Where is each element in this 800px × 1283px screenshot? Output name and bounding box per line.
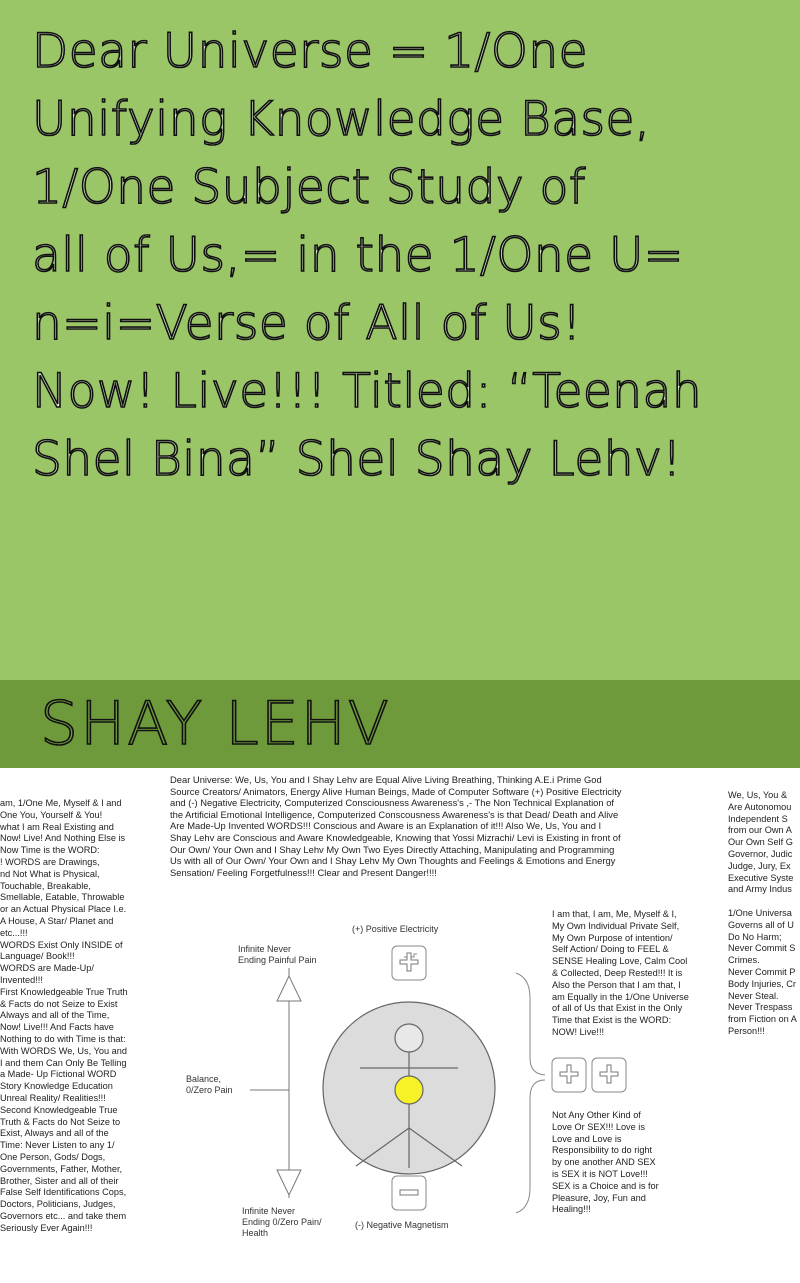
text-line: Shay Lehv are Conscious and Aware Knowledgeable, Knowing that Yossi Mizrachi/ Levi is Existing in front of [170, 831, 621, 843]
text-line: is SEX it is NOT Love!!! [552, 1168, 648, 1179]
text-line: Unreal Reality/ Realities!!! [0, 1092, 106, 1103]
text-line: and (-) Negative Electricity, Computerized Consciousness Awareness's ,- The Non Technical Explanation of [170, 797, 615, 809]
text-line: Time that Exist is the WORD: [552, 1015, 672, 1026]
text-line: Crimes. [728, 955, 760, 966]
text-line: or an Actual Physical Place I.e. [0, 904, 127, 915]
text-line: Truth & Facts do Not Seize to [0, 1116, 121, 1127]
bracket-upper [516, 973, 545, 1075]
text-line: Exist, Always and all of the [0, 1128, 109, 1139]
text-line: Infinite Never [242, 1206, 296, 1216]
text-line: My Own Purpose of intention/ [552, 932, 673, 943]
text-line: Never Trespass [728, 1002, 793, 1013]
text-line: Person!!! [728, 1025, 765, 1036]
title-line: n=i=Verse of All of Us! [32, 296, 582, 351]
text-line: Governs all of U [728, 919, 794, 930]
text-line: Ending 0/Zero Pain/ [242, 1217, 322, 1227]
text-line: the Artificial Emotional Intelligence, Computerized Conscousness Awareness's is that Dead/ Death and Alive [170, 808, 619, 820]
text-line: Healing!!! [552, 1204, 591, 1215]
text-line: Smellable, Eatable, Throwable [0, 892, 125, 903]
text-line: ! WORDS are Drawings, [0, 856, 100, 867]
text-line: Never Steal. [728, 990, 779, 1001]
text-line: Source Creators/ Animators, Energy Alive Human Beings, Made of Computer Software (+) Positive Electricity [170, 785, 622, 797]
title-line: all of Us,= in the 1/One U= [32, 228, 684, 283]
text-line: Time: Never Listen to any 1/ [0, 1140, 115, 1151]
text-line: Self Action/ Doing to FEEL & [552, 944, 669, 955]
text-line: Independent S [728, 813, 788, 824]
text-line: Also the Person that I am that, I [552, 979, 681, 990]
negative-magnetism-label: (-) Negative Magnetism [355, 1220, 449, 1230]
text-line: am Equally in the 1/One Universe [552, 991, 689, 1002]
text-line: I am that, I am, Me, Myself & I, [552, 909, 677, 919]
positive-electricity-label: (+) Positive Electricity [352, 924, 439, 934]
text-line: Second Knowledgeable True [0, 1104, 118, 1115]
text-line: Now! Live! And Nothing Else is [0, 833, 126, 844]
text-line: Language/ Book!!! [0, 951, 75, 962]
text-line: Infinite Never [238, 944, 292, 954]
text-line: Now Time is the WORD: [0, 845, 100, 856]
text-line: With WORDS We, Us, You and [0, 1045, 127, 1056]
text-line: Always and all of the Time, [0, 1010, 110, 1021]
text-line: Never Commit P [728, 966, 796, 977]
title-line: Dear Universe = 1/One [32, 24, 589, 79]
text-line: Are Autonomou [728, 801, 792, 812]
text-line: Nothing to do with Time is that: [0, 1033, 126, 1044]
arrow-down-icon [277, 1170, 301, 1195]
text-line: Body Injuries, Cr [728, 978, 796, 989]
text-line: Love and Love is [552, 1133, 622, 1144]
text-line: of all of Us that Exist in the Only [552, 1003, 683, 1014]
arrow-up-icon [277, 976, 301, 1001]
pain-bottom-label [242, 1206, 322, 1239]
text-line: NOW! Live!!! [552, 1026, 605, 1037]
text-line: Executive Syste [728, 872, 794, 883]
text-line: and Army Indus [728, 884, 792, 895]
title-line: Shel Bina” Shel Shay Lehv! [32, 432, 682, 487]
text-line: by one another AND SEX [552, 1157, 656, 1168]
balance-label [186, 1074, 233, 1096]
text-line: Invented!!! [0, 974, 43, 985]
text-line: 0/Zero Pain [186, 1085, 233, 1095]
figure-head [395, 1024, 423, 1052]
text-line: WORDS are Made-Up/ [0, 963, 94, 974]
text-line: I and them Can Only Be Telling [0, 1057, 127, 1068]
text-line: Are Made-Up Invented WORDS!!! Conscious and Aware is an Explanation of it!!! Also We, Us, You and I [170, 820, 602, 832]
text-line: One Person, Gods/ Dogs, [0, 1151, 106, 1162]
text-line: False Self Identifications Cops, [0, 1187, 127, 1198]
text-line: Governments, Father, Mother, [0, 1163, 123, 1174]
text-line: SEX is a Choice and is for [552, 1180, 659, 1191]
text-line: My Own Individual Private Self, [552, 920, 680, 931]
minus-icon [400, 1190, 418, 1195]
text-line: Doctors, Politicians, Judges, [0, 1199, 116, 1210]
text-line: 1/One Universa [728, 907, 792, 918]
text-line: Governor, Judic [728, 848, 793, 859]
document-preview [0, 768, 800, 1283]
text-line: Dear Universe: We, Us, You and I Shay Lehv are Equal Alive Living Breathing, Thinking A.E.i Prime God [170, 774, 602, 785]
text-line: Pleasure, Joy, Fun and [552, 1192, 646, 1203]
text-line: am, 1/One Me, Myself & I and [0, 798, 122, 808]
text-line: Brother, Sister and all of their [0, 1175, 119, 1186]
text-line: WORDS Exist Only INSIDE of [0, 939, 123, 950]
text-line: We, Us, You & [728, 790, 788, 800]
text-line: Sensation/ Feeling Forgetfulness!!! Clear and Present Danger!!!! [170, 866, 437, 878]
pain-top-label [238, 944, 317, 966]
title-line: Unifying Knowledge Base, [32, 92, 651, 147]
text-line: nd Not What is Physical, [0, 868, 100, 879]
text-line: Health [242, 1228, 269, 1238]
text-line: First Knowledgeable True Truth [0, 986, 128, 997]
book-title [32, 18, 792, 494]
text-line: One You, Yourself & You! [0, 809, 103, 820]
text-line: Responsibility to do right [552, 1145, 653, 1156]
text-line: Our Own/ Your Own and I Shay Lehv My Own Two Eyes Directly Attaching, Manipulating and Programming [170, 843, 615, 855]
text-line: Balance, [186, 1074, 222, 1084]
text-line: Our Own Self G [728, 837, 793, 848]
text-line: Ending Painful Pain [238, 955, 317, 965]
text-line: SENSE Healing Love, Calm Cool [552, 956, 688, 967]
title-line: 1/One Subject Study of [32, 160, 586, 215]
text-line: from Fiction on A [728, 1014, 797, 1025]
text-line: Now! Live!!! And Facts have [0, 1022, 114, 1033]
text-line: Seriously Ever Again!!! [0, 1222, 93, 1233]
text-line: & Facts do not Seize to Exist [0, 998, 118, 1009]
text-line: & Collected, Deep Rested!!! It is [552, 967, 683, 978]
text-line: Not Any Other Kind of [552, 1110, 641, 1120]
text-line: etc...!!! [0, 927, 28, 938]
bracket-lower [516, 1080, 545, 1213]
text-line: Love Or SEX!!! Love is [552, 1121, 645, 1132]
text-line: from our Own A [728, 825, 792, 836]
text-line: A House, A Star/ Planet and [0, 915, 114, 926]
text-line: Touchable, Breakable, [0, 880, 91, 891]
text-line: Story Knowledge Education [0, 1081, 113, 1092]
energy-diagram [0, 768, 800, 1283]
title-line: Now! Live!!! Titled: “Teenah [32, 364, 703, 419]
center-yellow-dot [395, 1076, 423, 1104]
author-name: SHAY LEHV [40, 689, 391, 759]
text-line: what I am Real Existing and [0, 821, 114, 832]
text-line: Do No Harm; [728, 931, 782, 942]
text-line: a Made- Up Fictional WORD [0, 1069, 117, 1080]
text-line: Us with all of Our Own/ Your Own and I Shay Lehv My Own Thoughts and Feelings & Emotions and Energy [170, 855, 616, 867]
text-line: Governors etc... and take them [0, 1210, 127, 1221]
text-line: Judge, Jury, Ex [728, 860, 791, 871]
text-line: Never Commit S [728, 943, 796, 954]
